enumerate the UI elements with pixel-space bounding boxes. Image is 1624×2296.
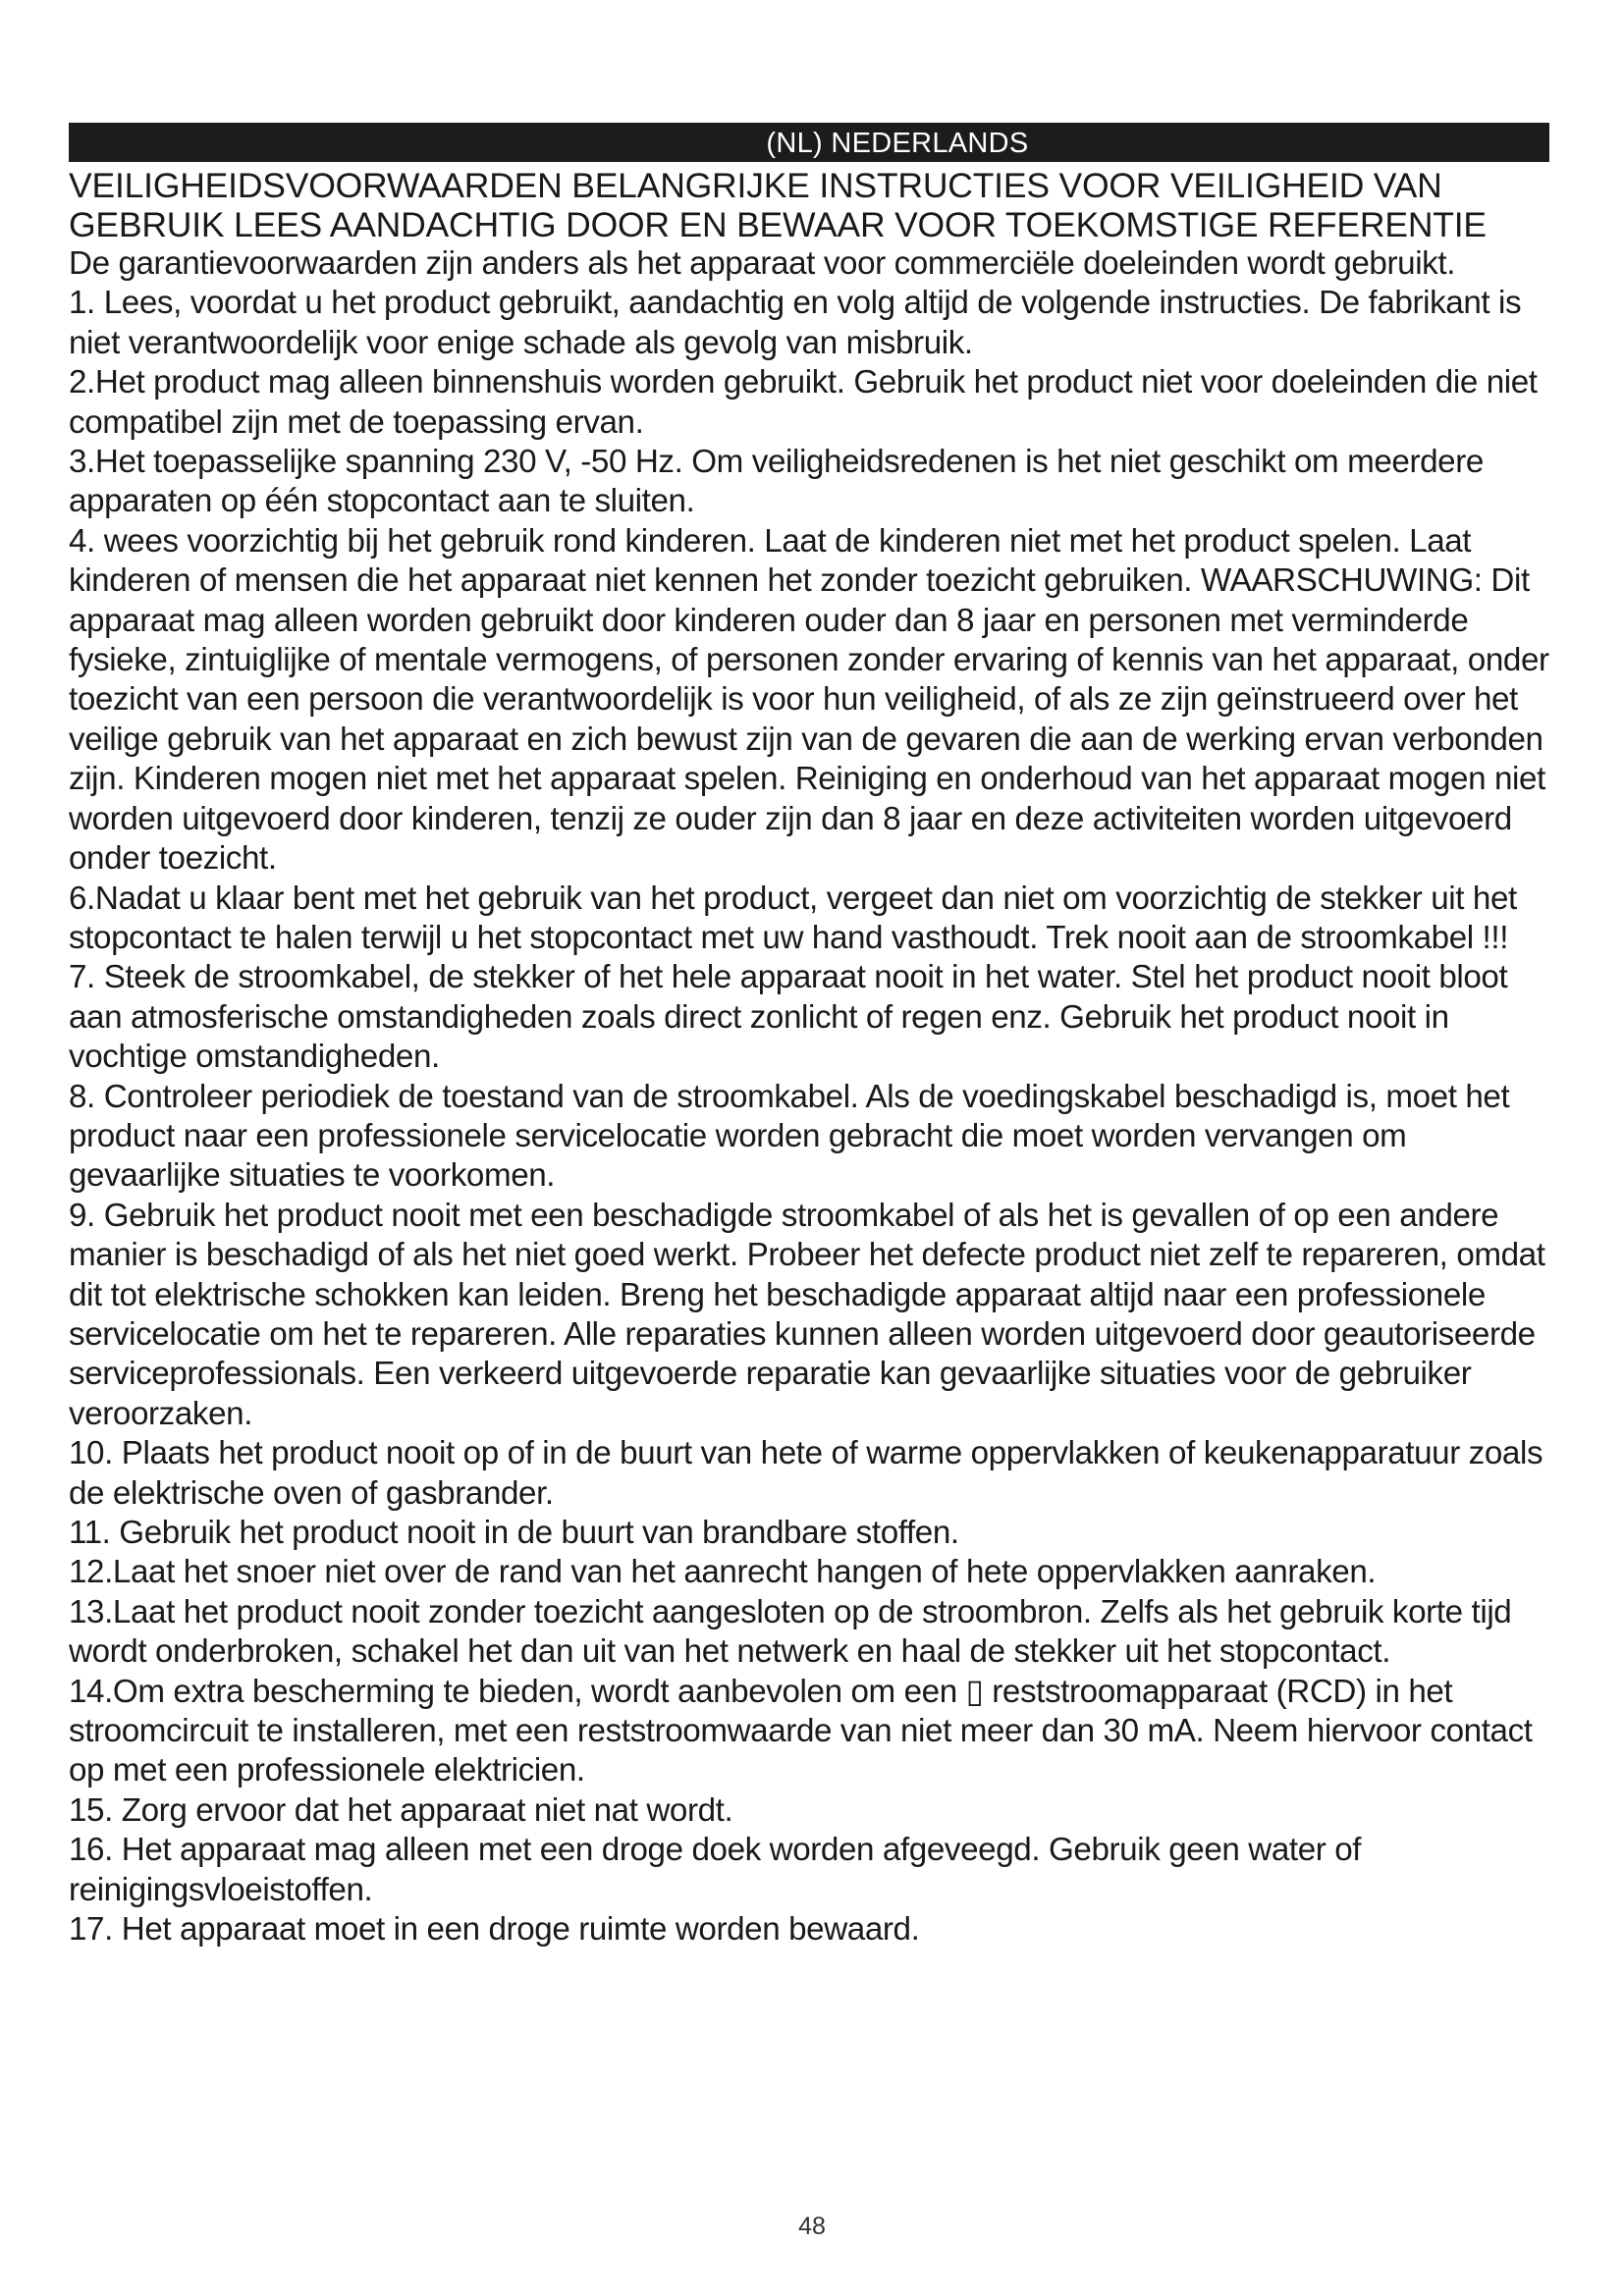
instruction-item-4: 4. wees voorzichtig bij het gebruik rond kinderen. Laat de kinderen niet met het product spelen. Laat kinderen of mensen die het apparaat niet kennen het zonder toezicht gebruiken. WAARSCHUWING: Dit apparaat mag alleen worden gebruikt door kinderen ouder dan 8 jaar en personen met verminderde fysieke, zintuiglijke of mentale vermogens, of personen zonder ervaring of kennis van het apparaat, onder toezicht van een persoon die verantwoordelijk is voor hun veiligheid, of als ze zijn geïnstrueerd over het veilige gebruik van het apparaat en zich bewust zijn van de gevaren die aan de werking ervan verbonden zijn. Kinderen mogen niet met het apparaat spelen. Reiniging en onderhoud van het apparaat mogen niet worden uitgevoerd door kinderen, tenzij ze ouder zijn dan 8 jaar en deze activiteiten worden uitgevoerd onder toezicht. xyxy=(69,522,1549,878)
page-number: 48 xyxy=(798,2213,826,2240)
instruction-item-11: 11. Gebruik het product nooit in de buurt van brandbare stoffen. xyxy=(69,1515,959,1551)
instruction-item-10: 10. Plaats het product nooit op of in de buurt van hete of warme oppervlakken of keukenapparatuur zoals de elektrische oven of gasbrander. xyxy=(69,1435,1543,1512)
language-header-bar: (NL) NEDERLANDS xyxy=(69,123,1549,162)
instruction-item-1: 1. Lees, voordat u het product gebruikt, aandachtig en volg altijd de volgende instructies. De fabrikant is niet verantwoordelijk voor enige schade als gevolg van misbruik. xyxy=(69,285,1522,361)
instruction-item-6: 6.Nadat u klaar bent met het gebruik van het product, vergeet dan niet om voorzichtig de stekker uit het stopcontact te halen terwijl u het stopcontact met uw hand vasthoudt. Trek nooit aan de stroomkabel !!! xyxy=(69,880,1517,956)
safety-heading: VEILIGHEIDSVOORWAARDEN BELANGRIJKE INSTRUCTIES VOOR VEILIGHEID VAN GEBRUIK LEES AANDACHTIG DOOR EN BEWAAR VOOR TOEKOMSTIGE REFERENTIE xyxy=(69,166,1487,244)
instruction-item-15: 15. Zorg ervoor dat het apparaat niet nat wordt. xyxy=(69,1791,733,1829)
instructions-body xyxy=(69,244,1549,1949)
instruction-item-8: 8. Controleer periodiek de toestand van de stroomkabel. Als de voedingskabel beschadigd is, moet het product naar een professionele servicelocatie worden gebracht die moet worden vervangen om gevaarlijke situaties te voorkomen. xyxy=(69,1078,1510,1195)
instruction-item-14: 14.Om extra bescherming te bieden, wordt aanbevolen om een ▯ reststroomapparaat (RCD) in het stroomcircuit te installeren, met een reststroomwaarde van niet meer dan 30 mA. Neem hiervoor contact op met een professionele elektricien. xyxy=(69,1673,1533,1789)
instruction-item-17: 17. Het apparaat moet in een droge ruimte worden bewaard. xyxy=(69,1911,920,1949)
instruction-item-9: 9. Gebruik het product nooit met een beschadigde stroomkabel of als het is gevallen of op een andere manier is beschadigd of als het niet goed werkt. Probeer het defecte product niet zelf te repareren, omdat dit tot elektrische schokken kan leiden. Breng het beschadigde apparaat altijd naar een professionele servicelocatie om het te repareren. Alle reparaties kunnen alleen worden uitgevoerd door geautoriseerde serviceprofessionals. Een verkeerd uitgevoerde reparatie kan gevaarlijke situaties voor de gebruiker veroorzaken. xyxy=(69,1197,1545,1432)
manual-page xyxy=(69,123,1549,1949)
warranty-intro: De garantievoorwaarden zijn anders als het apparaat voor commerciële doeleinden wordt gebruikt. xyxy=(69,245,1456,282)
instruction-item-3: 3.Het toepasselijke spanning 230 V, -50 Hz. Om veiligheidsredenen is het niet geschikt om meerdere apparaten op één stopcontact aan te sluiten. xyxy=(69,444,1484,520)
instruction-item-13: 13.Laat het product nooit zonder toezicht aangesloten op de stroombron. Zelfs als het gebruik korte tijd wordt onderbroken, schakel het dan uit van het netwerk en haal de stekker uit het stopcontact. xyxy=(69,1593,1512,1671)
instruction-item-2: 2.Het product mag alleen binnenshuis worden gebruikt. Gebruik het product niet voor doeleinden die niet compatibel zijn met de toepassing ervan. xyxy=(69,364,1538,441)
instruction-item-12: 12.Laat het snoer niet over de rand van het aanrecht hangen of hete oppervlakken aanraken. xyxy=(69,1554,1377,1591)
instruction-item-16: 16. Het apparaat mag alleen met een droge doek worden afgeveegd. Gebruik geen water of reinigingsvloeistoffen. xyxy=(69,1832,1362,1908)
instruction-item-7: 7. Steek de stroomkabel, de stekker of het hele apparaat nooit in het water. Stel het product nooit bloot aan atmosferische omstandigheden zoals direct zonlicht of regen enz. Gebruik het product nooit in vochtige omstandigheden. xyxy=(69,959,1508,1076)
